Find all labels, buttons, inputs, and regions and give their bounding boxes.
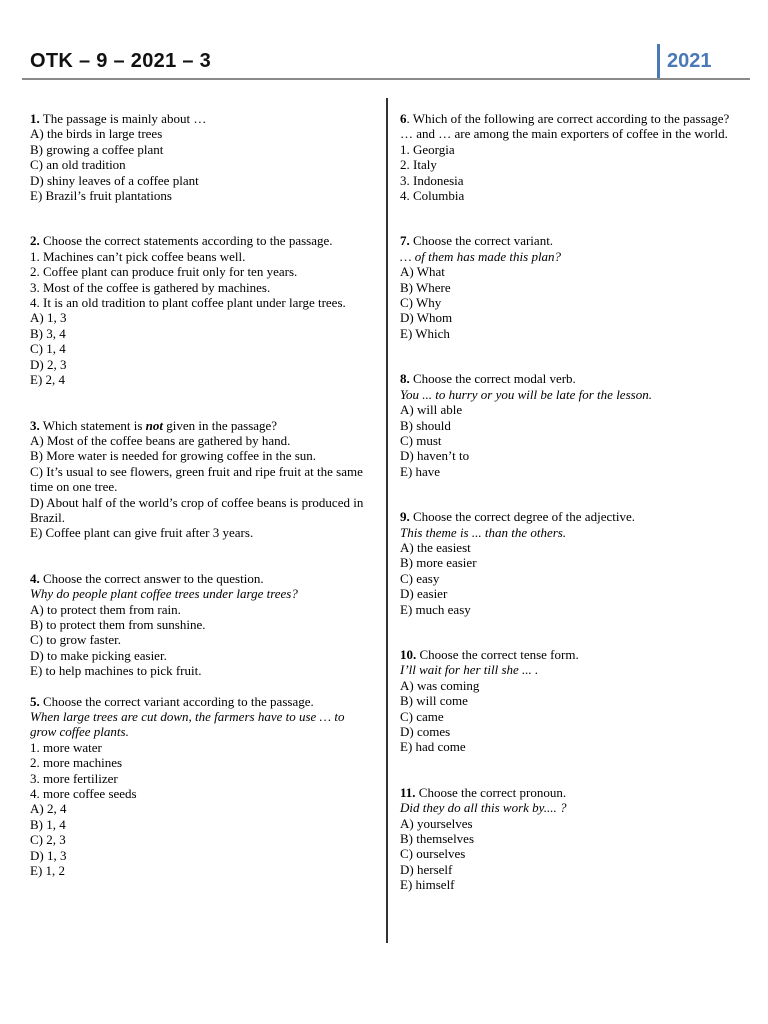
question-2: [30, 233, 370, 387]
statement: 3. Most of the coffee is gathered by machines.: [30, 279, 271, 295]
answer-option: E) himself: [400, 877, 455, 893]
question-6: [400, 111, 735, 203]
answer-option: B) 1, 4: [30, 816, 66, 832]
answer-option: D) Whom: [400, 310, 453, 326]
example-sentence: When large trees are cut down, the farmers have to use … to grow coffee plants.: [30, 709, 345, 740]
answer-option: E) to help machines to pick fruit.: [30, 663, 202, 679]
answer-option: E) Brazil’s fruit plantations: [30, 188, 172, 204]
question-3-prompt: 3. Which statement is not given in the passage?: [30, 417, 278, 433]
statement: 1. Georgia: [400, 141, 455, 157]
answer-option: A) the birds in large trees: [30, 126, 163, 142]
answer-option: A) 1, 3: [30, 310, 67, 326]
example-sentence: … and … are among the main exporters of coffee in the world.: [400, 126, 728, 142]
question-11: [400, 785, 735, 893]
question-9: [400, 509, 735, 617]
statement: 2. more machines: [30, 755, 123, 771]
answer-option: A) yourselves: [400, 815, 473, 831]
statement: 1. more water: [30, 739, 102, 755]
question-4-prompt: 4. Choose the correct answer to the question.: [30, 570, 264, 586]
statement: 4. Columbia: [400, 188, 465, 204]
answer-option: A) Most of the coffee beans are gathered by hand.: [30, 432, 291, 448]
question-2-prompt: 2. Choose the correct statements according to the passage.: [30, 233, 333, 249]
question-10-prompt: 10. Choose the correct tense form.: [400, 646, 579, 662]
answer-option: B) themselves: [400, 831, 475, 847]
statement: 4. It is an old tradition to plant coffee plant under large trees.: [30, 295, 346, 311]
answer-option: B) to protect them from sunshine.: [30, 616, 206, 632]
answer-option: E) had come: [400, 739, 466, 755]
example-sentence: You ... to hurry or you will be late for the lesson.: [400, 386, 652, 402]
question-5: [30, 694, 370, 879]
question-1-prompt: 1. The passage is mainly about …: [30, 111, 207, 126]
answer-option: D) herself: [400, 861, 453, 877]
question-5-prompt: 5. Choose the correct variant according to the passage.: [30, 693, 314, 709]
header-rule: [22, 78, 750, 80]
example-sentence: Did they do all this work by.... ?: [400, 800, 567, 816]
answer-option: C) came: [400, 708, 444, 724]
question-10: [400, 647, 735, 755]
answer-option: E) Which: [400, 325, 450, 341]
question-11-prompt: 11. Choose the correct pronoun.: [400, 784, 567, 800]
example-sentence: I’ll wait for her till she ... .: [400, 662, 539, 678]
answer-option: B) More water is needed for growing coffee in the sun.: [30, 448, 317, 464]
answer-option: D) to make picking easier.: [30, 647, 167, 663]
answer-option: A) was coming: [400, 677, 480, 693]
question-8-prompt: 8. Choose the correct modal verb.: [400, 371, 576, 387]
answer-option: D) easier: [400, 586, 448, 602]
answer-option: D) comes: [400, 724, 451, 739]
answer-option: C) easy: [400, 570, 440, 586]
question-4: [30, 571, 370, 679]
answer-option: A) will able: [400, 402, 463, 418]
answer-option: E) Coffee plant can give fruit after 3 years.: [30, 525, 254, 541]
emphasis-word: not: [145, 417, 163, 433]
answer-option: D) 1, 3: [30, 847, 67, 863]
header-accent-bar: [657, 44, 660, 78]
exam-title: OTK – 9 – 2021 – 3: [30, 50, 212, 72]
example-sentence: This theme is ... than the others.: [400, 524, 567, 540]
answer-option: C) ourselves: [400, 846, 466, 862]
answer-option: D) shiny leaves of a coffee plant: [30, 172, 199, 188]
answer-option: A) the easiest: [400, 539, 471, 555]
question-7-prompt: 7. Choose the correct variant.: [400, 233, 554, 249]
statement: 3. Indonesia: [400, 172, 464, 188]
right-column: [400, 111, 735, 893]
answer-option: B) should: [400, 417, 451, 433]
answer-option: A) What: [400, 264, 445, 280]
statement: 4. more coffee seeds: [30, 786, 137, 802]
question-9-prompt: 9. Choose the correct degree of the adjective.: [400, 509, 635, 525]
answer-option: C) 2, 3: [30, 832, 66, 848]
example-sentence: … of them has made this plan?: [400, 248, 562, 264]
question-1: [30, 111, 370, 203]
answer-option: C) must: [400, 432, 442, 448]
answer-option: B) Where: [400, 279, 451, 295]
column-divider: [386, 98, 388, 943]
answer-option: A) 2, 4: [30, 801, 67, 817]
answer-option: B) more easier: [400, 555, 477, 571]
answer-option: C) to grow faster.: [30, 632, 121, 648]
answer-option: A) to protect them from rain.: [30, 601, 181, 617]
answer-option: E) 2, 4: [30, 372, 66, 388]
question-6-prompt: 6. Which of the following are correct according to the passage?: [400, 111, 730, 126]
answer-option: B) 3, 4: [30, 325, 66, 341]
statement: 2. Coffee plant can produce fruit only for ten years.: [30, 264, 298, 280]
answer-option: E) much easy: [400, 601, 471, 617]
answer-option: E) have: [400, 463, 441, 479]
answer-option: C) Why: [400, 295, 442, 311]
statement: 3. more fertilizer: [30, 770, 118, 786]
answer-option: C) an old tradition: [30, 157, 126, 173]
exam-year: 2021: [667, 50, 712, 72]
answer-option: B) growing a coffee plant: [30, 141, 164, 157]
left-column: [30, 111, 370, 878]
answer-option: B) will come: [400, 693, 468, 709]
question-3: [30, 418, 370, 541]
answer-option: C) It’s usual to see flowers, green fruit and ripe fruit at the same time on one tree.: [30, 463, 363, 495]
answer-option: D) About half of the world’s crop of coffee beans is produced in Brazil.: [30, 494, 364, 525]
answer-option: C) 1, 4: [30, 341, 66, 357]
question-7: [400, 233, 735, 341]
example-sentence: Why do people plant coffee trees under large trees?: [30, 586, 298, 602]
answer-option: E) 1, 2: [30, 863, 66, 879]
statement: 2. Italy: [400, 157, 437, 173]
question-8: [400, 371, 735, 479]
answer-option: D) 2, 3: [30, 356, 67, 372]
statement: 1. Machines can’t pick coffee beans well.: [30, 248, 246, 264]
answer-option: D) haven’t to: [400, 448, 470, 464]
